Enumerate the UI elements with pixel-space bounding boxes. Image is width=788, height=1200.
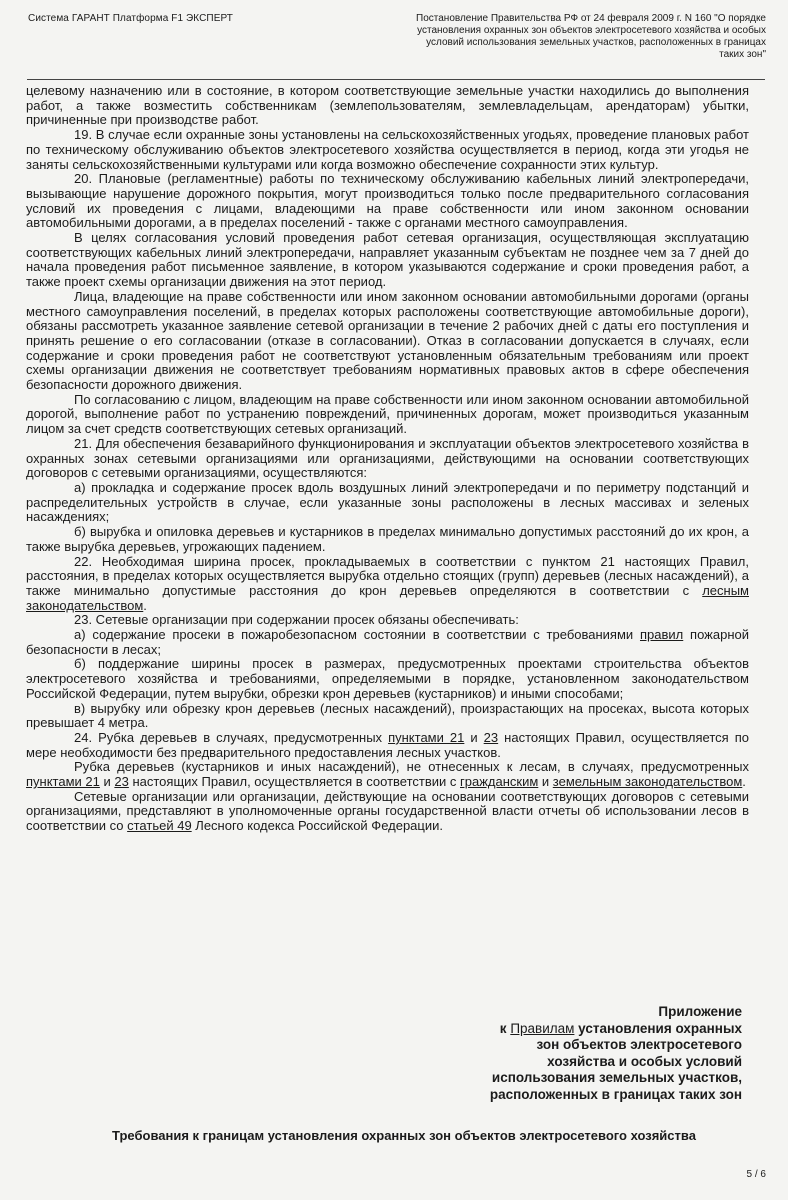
header-title-line: условий использования земельных участков, расположенных в границах xyxy=(426,37,766,48)
appendix-line: зон объектов электросетевого xyxy=(536,1037,742,1052)
appendix-label: Приложение xyxy=(658,1004,742,1019)
appendix-line: расположенных в границах таких зон xyxy=(489,1086,742,1102)
forest-legislation-link[interactable]: лесным законодательством xyxy=(26,582,749,613)
header-title-line: таких зон" xyxy=(719,49,766,60)
fire-safety-rules-link[interactable]: правил xyxy=(639,627,684,643)
text: . xyxy=(742,774,746,790)
appendix-heading xyxy=(422,1004,742,1103)
paragraph-24 xyxy=(26,731,749,760)
requirements-title: Требования к границам установления охранных зон объектов электросетевого хозяйства xyxy=(112,1128,696,1143)
text: 24. Рубка деревьев в случаях, предусмотренных xyxy=(74,729,389,745)
paragraph-22 xyxy=(26,555,749,614)
paragraph: целевому назначению или в состояние, в котором соответствующие земельные участки находились до выполнения работ, а также возместить собственникам (землепользователям, землевладельцам, арендаторам) убытки, причиненные при производстве работ. xyxy=(26,83,749,128)
text: Сетевые организации или организации, действующие на основании соответствующих договоров с сетевыми организациями, представляют в уполномоченные органы государственной власти отчеты об использовании лесов в соответствии со xyxy=(26,788,749,834)
paragraph-21a: а) прокладка и содержание просек вдоль воздушных линий электропередачи и по периметру подстанций и распределительных устройств в случае, если указанные зоны расположены в лесных массивах и зеленых насаждениях; xyxy=(26,479,749,525)
header-title-line: Постановление Правительства РФ от 24 февраля 2009 г. N 160 "О порядке xyxy=(416,13,766,24)
paragraph xyxy=(26,760,749,789)
text: 22. Необходимая ширина просек, прокладываемых в соответствии с пунктом 21 настоящих Правил, расстояния, в пределах которых осуществляется вырубка отдельно стоящих (групп) деревьев (лесных насаждений), а также минимально допустимые расстояния до крон деревьев определяются в соответствии с xyxy=(26,553,749,598)
paragraph-23b: б) поддержание ширины просек в размерах, предусмотренных проектами строительства объектов электросетевого хозяйства и требованиями, определяемыми в порядке, установленном законодательством Российской Федерации, путем вырубки, обрезки крон деревьев (кустарников) и иными способами; xyxy=(26,656,749,701)
text: Рубка деревьев (кустарников и иных насаждений), не отнесенных к лесам, в случаях, предусмотренных xyxy=(74,759,749,775)
clause-23-link[interactable]: 23 xyxy=(483,729,499,745)
clause-21-link[interactable]: пунктами 21 xyxy=(388,729,465,745)
text: и xyxy=(464,729,484,745)
header-system-label: Система ГАРАНТ Платформа F1 ЭКСПЕРТ xyxy=(28,13,234,24)
article-49-link[interactable]: статьей 49 xyxy=(127,818,192,834)
rules-link[interactable]: Правилам xyxy=(510,1020,575,1036)
paragraph-23a xyxy=(26,628,749,657)
paragraph xyxy=(26,790,749,834)
appendix-line: использования земельных участков, xyxy=(491,1070,742,1085)
text: и xyxy=(538,774,553,790)
header-document-title xyxy=(386,13,766,61)
header-title-line: установления охранных зон объектов электросетевого хозяйства и особых xyxy=(417,25,766,36)
document-body xyxy=(26,84,749,834)
text: настоящих Правил, осуществляется в соответствии с xyxy=(128,774,461,790)
land-legislation-link[interactable]: земельным законодательством xyxy=(552,774,743,790)
paragraph: В целях согласования условий проведения работ сетевая организация, осуществляющая эксплуатацию соответствующих кабельных линий электропередачи, направляет указанным субъектам не позднее чем за 7 дней до начала проведения работ письменное заявление, в котором указываются содержание и сроки проведения работ, а также проект схемы организации движения на этот период. xyxy=(26,230,749,290)
paragraph-23c: в) вырубку или обрезку крон деревьев (лесных насаждений), произрастающих на просеках, высота которых превышает 4 метра. xyxy=(26,700,749,731)
text: и xyxy=(99,774,115,790)
paragraph-21: 21. Для обеспечения безаварийного функционирования и эксплуатации объектов электросетевого хозяйства в охранных зонах сетевыми организациями или организациями, действующими на основании соответствующих договоров с сетевыми организациями, осуществляются: xyxy=(26,435,749,481)
paragraph-19: 19. В случае если охранные зоны установлены на сельскохозяйственных угодьях, проведение плановых работ по техническому обслуживанию объектов электросетевого хозяйства осуществляется в период, когда эти угодья не заняты сельскохозяйственными культурами или когда возможно обеспечение сохранности этих культур. xyxy=(26,127,749,172)
text: а) содержание просеки в пожаробезопасном состоянии в соответствии с требованиями xyxy=(74,627,640,643)
clause-23-link[interactable]: 23 xyxy=(114,774,129,790)
text: . xyxy=(143,597,147,613)
paragraph-20: 20. Плановые (регламентные) работы по техническому обслуживанию кабельных линий электропередачи, вызывающие нарушение дорожного покрытия, могут производиться только после предварительного согласования условий их проведения с лицами, владеющими на праве собственности или ином законном основании автомобильными дорогами, а в пределах поселений - также с органами местного самоуправления. xyxy=(26,171,749,231)
text: пожарной безопасности в лесах; xyxy=(26,627,749,657)
civil-legislation-link[interactable]: гражданским xyxy=(460,774,539,790)
header-divider xyxy=(27,79,765,80)
paragraph: Лица, владеющие на праве собственности или ином законном основании автомобильными дорогами (органы местного самоуправления поселений, в пределах которых расположены соответствующие автомобильные дороги), обязаны рассмотреть указанное заявление сетевой организации в течение 2 рабочих дней с даты его поступления и принять решение о его согласовании (отказе в согласовании). Отказ в согласовании допускается в случаях, если содержание и сроки проведения работ не соответствуют установленным обязательным требованиям или проект схемы организации движения не соответствует требованиям нормативных правовых актов в сфере обеспечения безопасности дорожного движения. xyxy=(26,288,749,393)
paragraph-21b: б) вырубка и опиловка деревьев и кустарников в пределах минимально допустимых расстояний до их крон, а также вырубка деревьев, угрожающих падением. xyxy=(26,524,749,554)
clause-21-link[interactable]: пунктами 21 xyxy=(26,774,100,790)
page-number: 5 / 6 xyxy=(746,1169,766,1180)
text: установления охранных xyxy=(574,1020,742,1036)
text: настоящих Правил, осуществляется по мере необходимости без предварительного предоставления лесных участков. xyxy=(26,729,749,760)
paragraph: По согласованию с лицом, владеющим на праве собственности или ином законном основании автомобильной дорогой, выполнение работ по устранению повреждений, причиненных дорогам, может производиться указанным лицом за счет средств соответствующих сетевых организаций. xyxy=(26,391,749,437)
text: к xyxy=(499,1020,511,1036)
paragraph-23: 23. Сетевые организации при содержании просек обязаны обеспечивать: xyxy=(74,612,519,628)
text: Лесного кодекса Российской Федерации. xyxy=(191,818,443,834)
appendix-line xyxy=(422,1021,742,1038)
appendix-line: хозяйства и особых условий xyxy=(547,1053,742,1069)
